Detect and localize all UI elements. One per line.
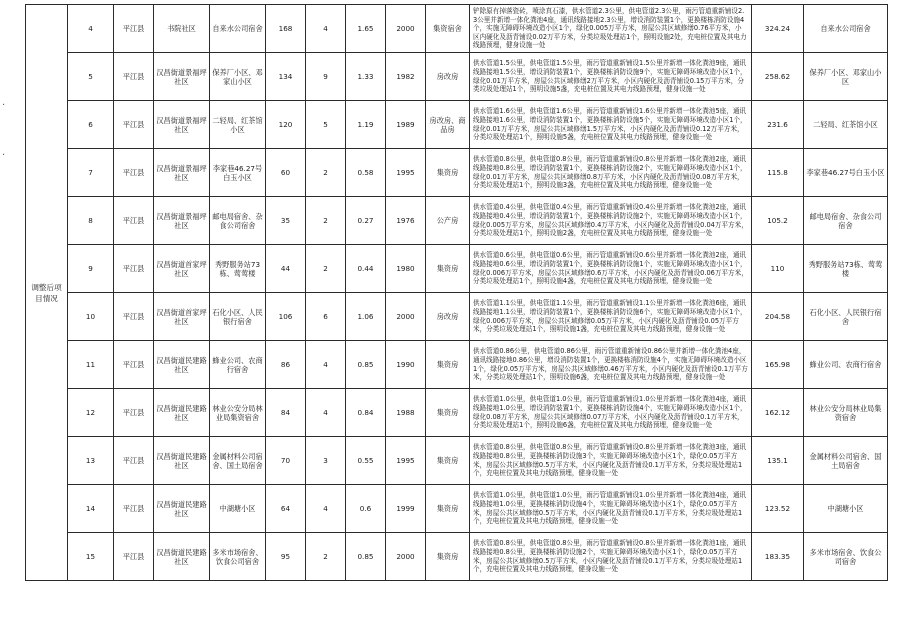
cell-housing-type: 房改房 bbox=[426, 53, 470, 101]
cell-community: 汉昌街道民建路社区 bbox=[154, 341, 210, 389]
cell-county: 平江县 bbox=[114, 437, 154, 485]
cell-households: 70 bbox=[266, 437, 306, 485]
cell-content: 供水管道0.86公里，供电管道0.86公里，雨污管道重新铺设0.86公里并新增一体化粪池4座，通讯线路接地0.86公里，增设消防装置1个，更换楼栋消防设施4个，实施无障碍环境改造小区1个，绿化0.05万平方米，房屋公共区域修缮0.46万平方米，小区内硬化及沥青铺设0.1万平方米，分类垃圾处理站1个，照明设施6盏，充电桩位置及其电力线路预埋，健身设施一处 bbox=[470, 341, 752, 389]
cell-no: 8 bbox=[68, 197, 114, 245]
table-row bbox=[26, 197, 888, 245]
cell-remark: 多米市场宿舍、饮食公司宿舍 bbox=[804, 533, 888, 581]
cell-households: 64 bbox=[266, 485, 306, 533]
cell-buildings: 4 bbox=[306, 5, 346, 53]
cell-year: 1999 bbox=[386, 485, 426, 533]
cell-county: 平江县 bbox=[114, 245, 154, 293]
cell-no: 7 bbox=[68, 149, 114, 197]
cell-households: 35 bbox=[266, 197, 306, 245]
cell-investment: 162.12 bbox=[752, 389, 804, 437]
table-row bbox=[26, 149, 888, 197]
cell-year: 1995 bbox=[386, 149, 426, 197]
cell-county: 平江县 bbox=[114, 149, 154, 197]
cell-area: 0.6 bbox=[346, 485, 386, 533]
cell-county: 平江县 bbox=[114, 533, 154, 581]
cell-housing-type: 集资宿舍 bbox=[426, 5, 470, 53]
cell-housing-type: 房改房 bbox=[426, 293, 470, 341]
cell-year: 1990 bbox=[386, 341, 426, 389]
cell-no: 12 bbox=[68, 389, 114, 437]
cell-buildings: 6 bbox=[306, 293, 346, 341]
cell-community: 汉昌街道民建路社区 bbox=[154, 533, 210, 581]
cell-investment: 115.8 bbox=[752, 149, 804, 197]
cell-area: 1.06 bbox=[346, 293, 386, 341]
cell-remark: 金属材料公司宿舍、国土局宿舍 bbox=[804, 437, 888, 485]
table-row bbox=[26, 389, 888, 437]
cell-community: 书院社区 bbox=[154, 5, 210, 53]
cell-year: 2000 bbox=[386, 5, 426, 53]
cell-households: 120 bbox=[266, 101, 306, 149]
cell-project-name: 保养厂小区、邓家山小区 bbox=[210, 53, 266, 101]
cell-community: 汉昌街道民建路社区 bbox=[154, 389, 210, 437]
cell-housing-type: 集资房 bbox=[426, 389, 470, 437]
cell-no: 11 bbox=[68, 341, 114, 389]
cell-year: 2000 bbox=[386, 533, 426, 581]
cell-housing-type: 公产房 bbox=[426, 197, 470, 245]
cell-buildings: 9 bbox=[306, 53, 346, 101]
cell-buildings: 4 bbox=[306, 341, 346, 389]
cell-content: 供水管道1.0公里，供电管道1.0公里，雨污管道重新铺设1.0公里并新增一体化粪池4座，通讯线路接地1.0公里，更换楼栋消防设施4个，实施无障碍环境改造小区1个，绿化0.05万平方米，房屋公共区域修缮0.5万平方米，小区内硬化及沥青铺设0.1万平方米，分类垃圾处理站1个，充电桩位置及其电力线路预埋，健身设施一处 bbox=[470, 485, 752, 533]
cell-no: 6 bbox=[68, 101, 114, 149]
table-row bbox=[26, 437, 888, 485]
section-label: 调整后项目情况 bbox=[26, 5, 68, 581]
cell-housing-type: 集资房 bbox=[426, 341, 470, 389]
cell-remark: 林业公安分局林业局集资宿舍 bbox=[804, 389, 888, 437]
cell-no: 15 bbox=[68, 533, 114, 581]
cell-year: 1980 bbox=[386, 245, 426, 293]
cell-remark: 邮电局宿舍、杂食公司宿舍 bbox=[804, 197, 888, 245]
table-row bbox=[26, 245, 888, 293]
cell-investment: 123.52 bbox=[752, 485, 804, 533]
table-body bbox=[26, 5, 888, 581]
cell-community: 汉昌街道首家坪社区 bbox=[154, 245, 210, 293]
cell-investment: 105.2 bbox=[752, 197, 804, 245]
cell-housing-type: 集资房 bbox=[426, 245, 470, 293]
cell-buildings: 2 bbox=[306, 149, 346, 197]
cell-buildings: 5 bbox=[306, 101, 346, 149]
cell-households: 168 bbox=[266, 5, 306, 53]
cell-area: 0.85 bbox=[346, 341, 386, 389]
cell-buildings: 4 bbox=[306, 389, 346, 437]
cell-project-name: 中湖塘小区 bbox=[210, 485, 266, 533]
cell-county: 平江县 bbox=[114, 197, 154, 245]
margin-tick: · bbox=[2, 100, 6, 111]
cell-project-name: 蜂业公司、农商行宿舍 bbox=[210, 341, 266, 389]
cell-county: 平江县 bbox=[114, 101, 154, 149]
cell-buildings: 3 bbox=[306, 437, 346, 485]
cell-households: 44 bbox=[266, 245, 306, 293]
cell-households: 95 bbox=[266, 533, 306, 581]
table-row bbox=[26, 53, 888, 101]
cell-remark: 石化小区、人民银行宿舍 bbox=[804, 293, 888, 341]
cell-households: 60 bbox=[266, 149, 306, 197]
cell-housing-type: 房改房、商品房 bbox=[426, 101, 470, 149]
cell-year: 1989 bbox=[386, 101, 426, 149]
cell-buildings: 2 bbox=[306, 245, 346, 293]
cell-buildings: 2 bbox=[306, 533, 346, 581]
cell-area: 1.19 bbox=[346, 101, 386, 149]
cell-year: 1988 bbox=[386, 389, 426, 437]
cell-households: 84 bbox=[266, 389, 306, 437]
cell-county: 平江县 bbox=[114, 293, 154, 341]
cell-year: 1995 bbox=[386, 437, 426, 485]
cell-content: 供水管道0.8公里，供电管道0.8公里，雨污管道重新铺设0.8公里并新增一体化粪池1座，通讯线路接地0.8公里，更换楼栋消防设施2个，实施无障碍环境改造小区1个，绿化0.05万平方米，房屋公共区域修缮0.5万平方米，小区内硬化及沥青铺设0.1万平方米，分类垃圾处理站1个，充电桩位置及其电力线路预埋，健身设施一处 bbox=[470, 533, 752, 581]
cell-no: 5 bbox=[68, 53, 114, 101]
project-table bbox=[25, 4, 888, 581]
cell-community: 汉昌街道首家坪社区 bbox=[154, 293, 210, 341]
cell-project-name: 林业公安分局林业局集资宿舍 bbox=[210, 389, 266, 437]
cell-investment: 165.98 bbox=[752, 341, 804, 389]
cell-project-name: 李家巷46.27号白玉小区 bbox=[210, 149, 266, 197]
cell-content: 供水管道0.6公里，供电管道0.6公里，雨污管道重新铺设0.6公里并新增一体化粪池2座，通讯线路接地0.6公里，增设消防装置1个，更换楼栋消防设施1个，实施无障碍环境改造小区1个，绿化0.006万平方米，房屋公共区域修缮0.6万平方米，小区内硬化及沥青铺设0.06万平方米，分类垃圾处理站1个，照明设施4盏，充电桩位置及其电力线路预埋，健身设施一处 bbox=[470, 245, 752, 293]
cell-investment: 183.35 bbox=[752, 533, 804, 581]
cell-county: 平江县 bbox=[114, 341, 154, 389]
cell-no: 13 bbox=[68, 437, 114, 485]
cell-community: 汉昌街道民建路社区 bbox=[154, 485, 210, 533]
cell-remark: 李家巷46.27号白玉小区 bbox=[804, 149, 888, 197]
cell-households: 134 bbox=[266, 53, 306, 101]
cell-community: 汉昌街道景福坪社区 bbox=[154, 197, 210, 245]
cell-housing-type: 集资房 bbox=[426, 437, 470, 485]
cell-content: 供水管道0.4公里，供电管道0.4公里，雨污管道重新铺设0.4公里并新增一体化粪池2座，通讯线路接地0.4公里，增设消防装置1个，更换楼栋消防设施2个，实施无障碍环境改造小区1个，绿化0.005万平方米，房屋公共区域修缮0.4万平方米，小区内硬化及沥青铺设0.04万平方米，分类垃圾处理站1个，照明设施2盏，充电桩位置及其电力线路预埋，健身设施一处 bbox=[470, 197, 752, 245]
cell-no: 10 bbox=[68, 293, 114, 341]
cell-remark: 蜂业公司、农商行宿舍 bbox=[804, 341, 888, 389]
cell-no: 14 bbox=[68, 485, 114, 533]
cell-investment: 110 bbox=[752, 245, 804, 293]
cell-community: 汉昌街道景福坪社区 bbox=[154, 149, 210, 197]
cell-area: 0.27 bbox=[346, 197, 386, 245]
cell-year: 1982 bbox=[386, 53, 426, 101]
cell-housing-type: 集资房 bbox=[426, 485, 470, 533]
cell-investment: 324.24 bbox=[752, 5, 804, 53]
cell-area: 0.85 bbox=[346, 533, 386, 581]
cell-area: 0.44 bbox=[346, 245, 386, 293]
table-row bbox=[26, 293, 888, 341]
cell-households: 86 bbox=[266, 341, 306, 389]
cell-content: 供水管道0.8公里，供电管道0.8公里，雨污管道重新铺设0.8公里并新增一体化粪池2座，通讯线路接地0.8公里，增设消防装置1个，更换楼栋消防设施2个，实施无障碍环境改造小区1个，绿化0.01万平方米，房屋公共区域修缮0.8万平方米，小区内硬化及沥青铺设0.08万平方米，分类垃圾处理站1个，照明设施3盏，充电桩位置及其电力线路预埋，健身设施一处 bbox=[470, 149, 752, 197]
cell-county: 平江县 bbox=[114, 389, 154, 437]
table-row bbox=[26, 5, 888, 53]
cell-no: 9 bbox=[68, 245, 114, 293]
cell-year: 2000 bbox=[386, 293, 426, 341]
cell-area: 0.55 bbox=[346, 437, 386, 485]
cell-county: 平江县 bbox=[114, 53, 154, 101]
cell-project-name: 多米市场宿舍、饮食公司宿舍 bbox=[210, 533, 266, 581]
cell-area: 1.33 bbox=[346, 53, 386, 101]
table-row bbox=[26, 341, 888, 389]
cell-content: 供水管道1.5公里，供电管道1.5公里，雨污管道重新铺设1.5公里并新增一体化粪池9座，通讯线路接地1.5公里，增设消防装置1个，更换楼栋消防设施9个，实施无障碍环境改造小区1个，绿化0.01万平方米，房屋公共区域修缮2万平方米，小区内硬化及沥青铺设0.15万平方米，分类垃圾处理站1个，照明设施5盏，充电桩位置及其电力线路预埋，健身设施一处 bbox=[470, 53, 752, 101]
cell-no: 4 bbox=[68, 5, 114, 53]
cell-remark: 保养厂小区、邓家山小区 bbox=[804, 53, 888, 101]
cell-community: 汉昌街道民建路社区 bbox=[154, 437, 210, 485]
cell-county: 平江县 bbox=[114, 485, 154, 533]
table-row bbox=[26, 101, 888, 149]
cell-project-name: 石化小区、人民银行宿舍 bbox=[210, 293, 266, 341]
cell-housing-type: 集资房 bbox=[426, 533, 470, 581]
cell-area: 1.65 bbox=[346, 5, 386, 53]
cell-content: 供水管道1.6公里，供电管道1.6公里，雨污管道重新铺设1.6公里并新增一体化粪池5座，通讯线路接地1.6公里，增设消防装置1个，更换楼栋消防设施5个，实施无障碍环境改造小区1个，绿化0.01万平方米，房屋公共区域修缮1.5万平方米，小区内硬化及沥青铺设0.12万平方米，分类垃圾处理站1个，照明设施5盏，充电桩位置及其电力线路预埋，健身设施一处 bbox=[470, 101, 752, 149]
table-row bbox=[26, 533, 888, 581]
cell-area: 0.84 bbox=[346, 389, 386, 437]
cell-project-name: 金属材料公司宿舍、国土局宿舍 bbox=[210, 437, 266, 485]
cell-buildings: 4 bbox=[306, 485, 346, 533]
cell-area: 0.58 bbox=[346, 149, 386, 197]
cell-housing-type: 集资房 bbox=[426, 149, 470, 197]
cell-county: 平江县 bbox=[114, 5, 154, 53]
cell-buildings: 2 bbox=[306, 197, 346, 245]
cell-community: 汉昌街道景福坪社区 bbox=[154, 101, 210, 149]
cell-remark: 秀野服务站73栋、莺莺楼 bbox=[804, 245, 888, 293]
cell-content: 供水管道0.8公里，供电管道0.8公里，雨污管道重新铺设0.8公里并新增一体化粪池3座，通讯线路接地0.8公里，更换楼栋消防设施3个，实施无障碍环境改造小区1个，绿化0.05万平方米，房屋公共区域修缮0.5万平方米，小区内硬化及沥青铺设0.1万平方米，分类垃圾处理站1个，充电桩位置及其电力线路预埋，健身设施一处 bbox=[470, 437, 752, 485]
cell-content: 供水管道1.1公里，供电管道1.1公里，雨污管道重新铺设1.1公里并新增一体化粪池6座，通讯线路接地1.1公里，增设消防装置1个，更换楼栋消防设施6个，实施无障碍环境改造小区1个，绿化0.006万平方米，房屋公共区域修缮0.05万平方米，小区内硬化及沥青铺设0.05万平方米，分类垃圾处理站1个，照明设施1盏，充电桩位置及其电力线路预埋，健身设施一处 bbox=[470, 293, 752, 341]
cell-investment: 231.6 bbox=[752, 101, 804, 149]
cell-investment: 258.62 bbox=[752, 53, 804, 101]
cell-investment: 135.1 bbox=[752, 437, 804, 485]
cell-project-name: 秀野服务站73栋、莺莺楼 bbox=[210, 245, 266, 293]
cell-remark: 中湖塘小区 bbox=[804, 485, 888, 533]
cell-project-name: 邮电局宿舍、杂食公司宿舍 bbox=[210, 197, 266, 245]
cell-project-name: 自来水公司宿舍 bbox=[210, 5, 266, 53]
cell-community: 汉昌街道景福坪社区 bbox=[154, 53, 210, 101]
table-row bbox=[26, 485, 888, 533]
cell-year: 1976 bbox=[386, 197, 426, 245]
cell-investment: 204.58 bbox=[752, 293, 804, 341]
cell-remark: 二轻局、红茶馆小区 bbox=[804, 101, 888, 149]
cell-remark: 自来水公司宿舍 bbox=[804, 5, 888, 53]
cell-project-name: 二轻局、红茶馆小区 bbox=[210, 101, 266, 149]
cell-households: 106 bbox=[266, 293, 306, 341]
cell-content: 铲除原有掉落瓷砖，喷涂真石漆，供水管道2.3公里，供电管道2.3公里，雨污管道重新铺设2.3公里并新增一体化粪池4座，通讯线路接地2.3公里，增设消防装置1个，更换楼栋消防设施4个，实施无障碍环境改造小区1个，绿化0.005万平方米，房屋公共区域修缮0.76平方米，小区内硬化及沥青铺设0.02万平方米，分类垃圾处理站1个，照明设施2处，充电桩位置及其电力线路预埋，健身设施一处 bbox=[470, 5, 752, 53]
margin-tick: · bbox=[2, 150, 6, 161]
cell-content: 供水管道1.0公里，供电管道1.0公里，雨污管道重新铺设1.0公里并新增一体化粪池4座，通讯线路接地1.0公里，增设消防装置1个，更换楼栋消防设施4个，实施无障碍环境改造小区1个，绿化0.08万平方米，房屋公共区域修缮0.07万平方米，小区内硬化及沥青铺设0.1万平方米，分类垃圾处理站1个，照明设施6盏，充电桩位置及其电力线路预埋，健身设施一处 bbox=[470, 389, 752, 437]
